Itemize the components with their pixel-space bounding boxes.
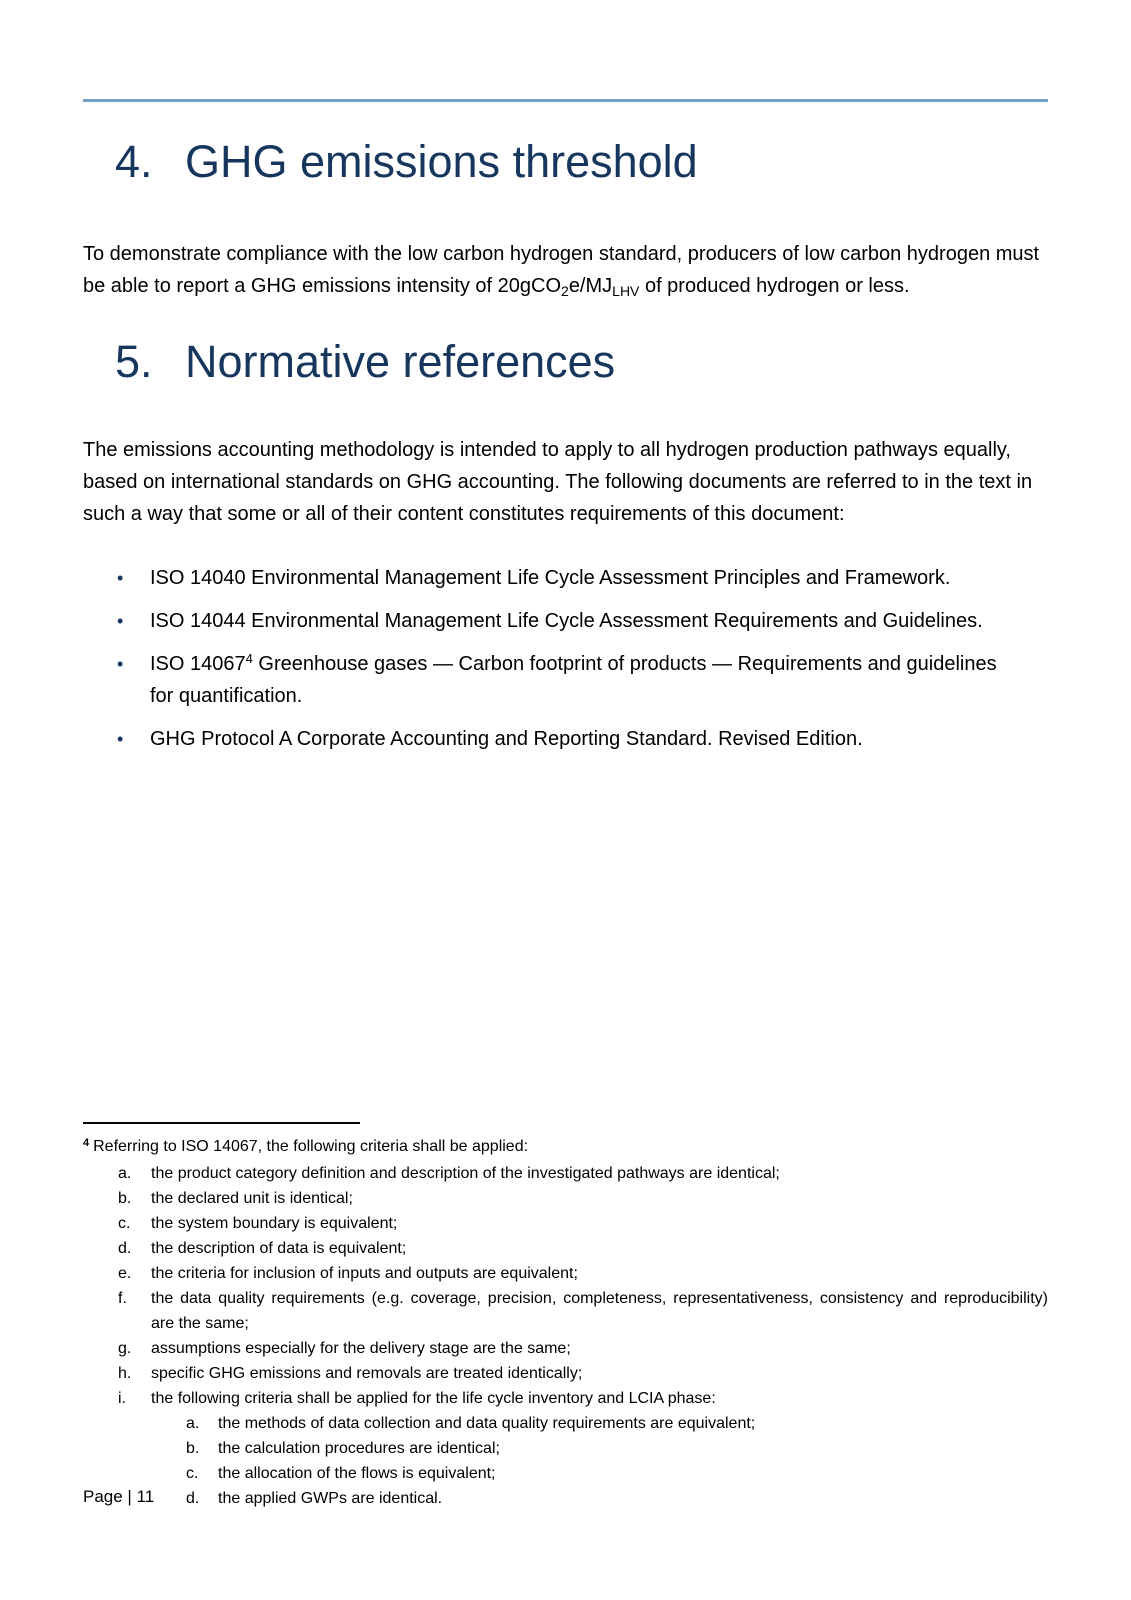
para4-text-3: of produced hydrogen or less. [639,274,910,297]
list-item [83,723,1048,755]
para4-text-2: e/MJ [568,274,613,297]
page-number: Page | 11 [83,1487,155,1506]
item-letter: i. [118,1390,126,1407]
lhv-subscript: LHV [612,282,640,299]
bullet-icon: • [117,728,124,749]
para4-text-1: To demonstrate compliance with the low carbon hydrogen standard, producers of low carbon hydrogen must be able to report a GHG emissions intensity of 20gCO [83,242,1040,297]
item-letter: d. [186,1490,200,1507]
item-text: the applied GWPs are identical. [218,1490,443,1507]
footnote-subitem-b [83,1436,1048,1461]
footnote-item-d [83,1236,1048,1261]
section-5-title: Normative references [185,335,616,387]
item-text: the data quality requirements (e.g. coverage, precision, completeness, representativeness, consistency and reproducibility) are the same; [151,1290,1048,1332]
list-item [83,605,1048,637]
footnote-item-f [83,1286,1048,1336]
item-letter: h. [118,1365,132,1382]
footnote-subitem-c [83,1461,1048,1486]
reference-iso-14067-text: ISO 14067 [150,652,246,675]
item-text: the allocation of the flows is equivalent; [218,1465,496,1482]
item-text: the following criteria shall be applied for the life cycle inventory and LCIA phase: [151,1390,716,1407]
bullet-icon: • [117,653,124,674]
section-5-paragraph: The emissions accounting methodology is intended to apply to all hydrogen production pathways equally, based on international standards on GHG accounting. The following documents are referred to in the text in such a way that some or all of their content constitutes requirements of this document: [83,438,1033,525]
footnote-number: 4 [83,1137,90,1149]
item-text: the declared unit is identical; [151,1190,353,1207]
item-letter: c. [186,1465,199,1482]
header-rule [83,99,1048,102]
item-text: the description of data is equivalent; [151,1240,407,1257]
item-text: assumptions especially for the delivery stage are the same; [151,1340,571,1357]
item-letter: a. [118,1165,132,1182]
item-letter: e. [118,1265,132,1282]
co2-subscript: 2 [561,282,569,299]
list-item [83,648,1048,712]
item-letter: d. [118,1240,132,1257]
section-5-number: 5. [115,335,153,387]
footnote-item-b [83,1186,1048,1211]
item-letter: c. [118,1215,131,1232]
section-4-paragraph [83,238,1048,302]
section-4-heading [83,136,1048,188]
footnote-item-c [83,1211,1048,1236]
page-content [0,99,1131,755]
footnote-subitem-a [83,1411,1048,1436]
footnote-intro [83,1134,1048,1161]
item-text: specific GHG emissions and removals are treated identically; [151,1365,583,1382]
section-4-title: GHG emissions threshold [185,136,698,187]
item-letter: g. [118,1340,132,1357]
section-4-number: 4. [115,136,153,187]
item-letter: b. [186,1440,200,1457]
list-item [83,562,1048,594]
normative-references-list [83,562,1048,755]
item-text: the product category definition and description of the investigated pathways are identical; [151,1165,780,1182]
item-letter: b. [118,1190,132,1207]
item-text: the system boundary is equivalent; [151,1215,398,1232]
footnote-item-a [83,1161,1048,1186]
item-letter: f. [118,1290,127,1307]
bullet-icon: • [117,567,124,588]
item-text: the calculation procedures are identical; [218,1440,500,1457]
reference-iso-14067 [150,648,1048,712]
footnote-separator-rule [83,1122,360,1124]
item-text: the criteria for inclusion of inputs and outputs are equivalent; [151,1265,578,1282]
footnote-item-g [83,1336,1048,1361]
item-letter: a. [186,1415,200,1432]
reference-iso-14040: ISO 14040 Environmental Management Life Cycle Assessment Principles and Framework. [150,566,951,589]
footnote-section [83,1122,1048,1511]
item-text: the methods of data collection and data quality requirements are equivalent; [218,1415,756,1432]
footnote-subitem-d [83,1486,1048,1511]
bullet-icon: • [117,610,124,631]
reference-iso-14044: ISO 14044 Environmental Management Life Cycle Assessment Requirements and Guidelines. [150,609,983,632]
reference-ghg-protocol: GHG Protocol A Corporate Accounting and Reporting Standard. Revised Edition. [150,727,863,750]
footnote-reference-marker: 4 [245,650,253,666]
footnote-intro-text: Referring to ISO 14067, the following criteria shall be applied: [93,1138,529,1155]
footnote-criteria-list [83,1161,1048,1511]
footnote-item-i [83,1386,1048,1411]
reference-iso-14067-text-rest: Greenhouse gases — Carbon footprint of products — Requirements and guidelines for quantification. [150,652,997,707]
section-5-heading [83,336,1048,388]
footnote-item-h [83,1361,1048,1386]
footnote-item-e [83,1261,1048,1286]
